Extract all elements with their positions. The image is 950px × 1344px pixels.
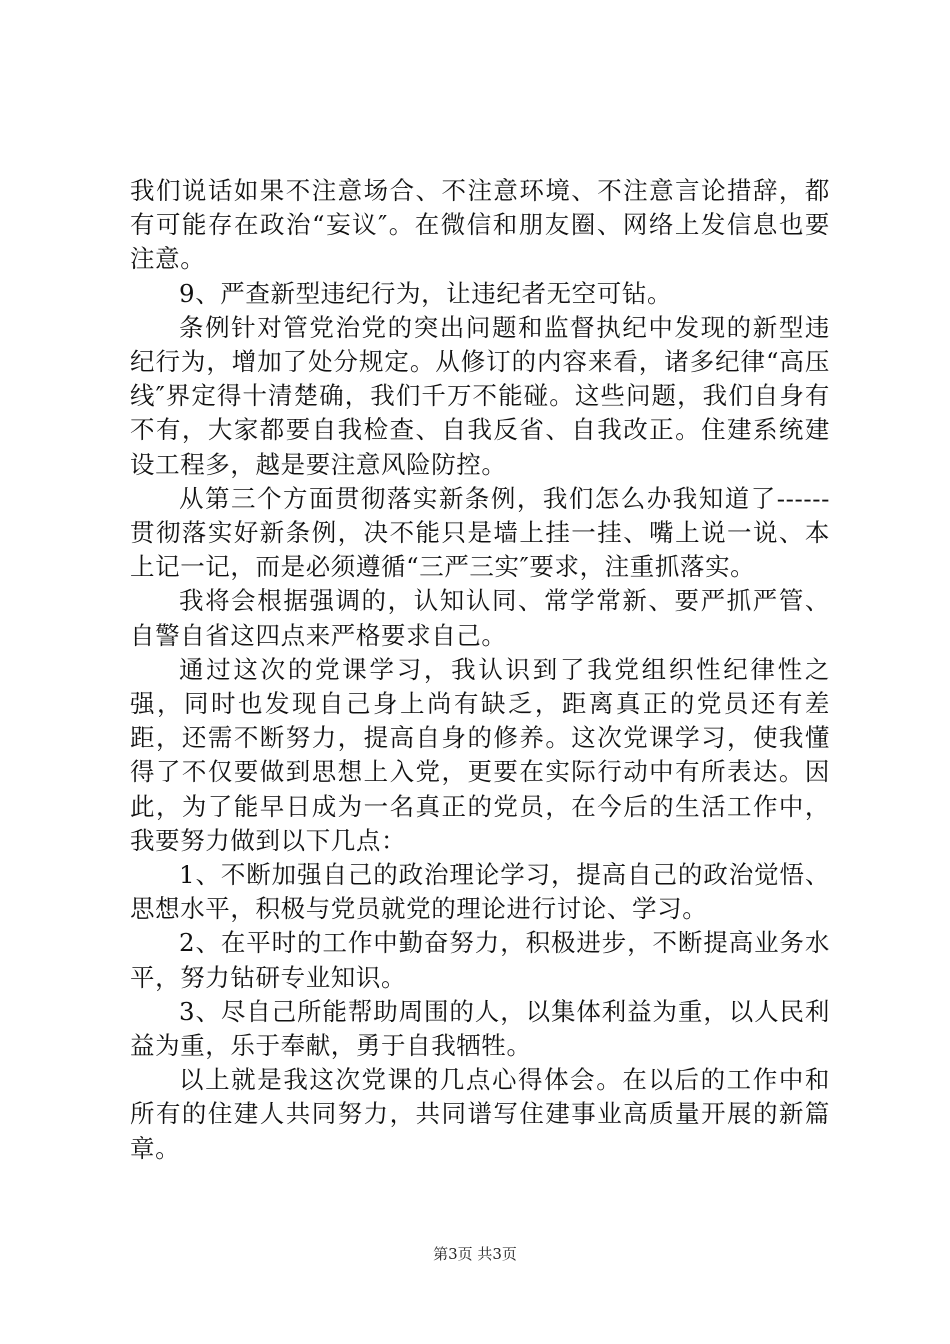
body-paragraph: 通过这次的党课学习，我认识到了我党组织性纪律性之强，同时也发现自己身上尚有缺乏，距离真正的党员还有差距，还需不断努力，提高自身的修养。这次党课学习，使我懂得了不仅要做到思想上入党，更要在实际行动中有所表达。因此，为了能早日成为一名真正的党员，在今后的生活工作中，我要努力做到以下几点：: [130, 654, 830, 855]
body-paragraph: 从第三个方面贯彻落实新条例，我们怎么办我知道了------贯彻落实好新条例，决不能只是墙上挂一挂、嘴上说一说、本上记一记，而是必须遵循“三严三实″要求，注重抓落实。: [130, 483, 830, 582]
list-item: 2、在平时的工作中勤奋努力，积极进步，不断提高业务水平，努力钻研专业知识。: [130, 928, 830, 992]
list-item: 1、不断加强自己的政治理论学习，提高自己的政治觉悟、思想水平，积极与党员就党的理论进行讨论、学习。: [130, 860, 830, 924]
page-number-footer: 第3页 共3页: [433, 1245, 517, 1263]
document-body: [130, 174, 830, 1166]
body-paragraph: 以上就是我这次党课的几点心得体会。在以后的工作中和所有的住建人共同努力，共同谱写住建事业高质量开展的新篇章。: [130, 1065, 830, 1163]
body-paragraph: 9、严查新型违纪行为，让违纪者无空可钻。: [179, 278, 673, 308]
list-item: 3、尽自己所能帮助周围的人，以集体利益为重，以人民利益为重，乐于奉献，勇于自我牺牲。: [130, 996, 830, 1061]
body-paragraph: 我将会根据强调的，认知认同、常学常新、要严抓严管、自警自省这四点来严格要求自己。: [130, 586, 830, 650]
body-paragraph: 我们说话如果不注意场合、不注意环境、不注意言论措辞，都有可能存在政治“妄议″。在微信和朋友圈、网络上发信息也要注意。: [130, 176, 830, 274]
body-paragraph: 条例针对管党治党的突出问题和监督执纪中发现的新型违纪行为，增加了处分规定。从修订的内容来看，诸多纪律“高压线″界定得十清楚确，我们千万不能碰。这些问题，我们自身有不有，大家都要自我检查、自我反省、自我改正。住建系统建设工程多，越是要注意风险防控。: [130, 312, 830, 479]
